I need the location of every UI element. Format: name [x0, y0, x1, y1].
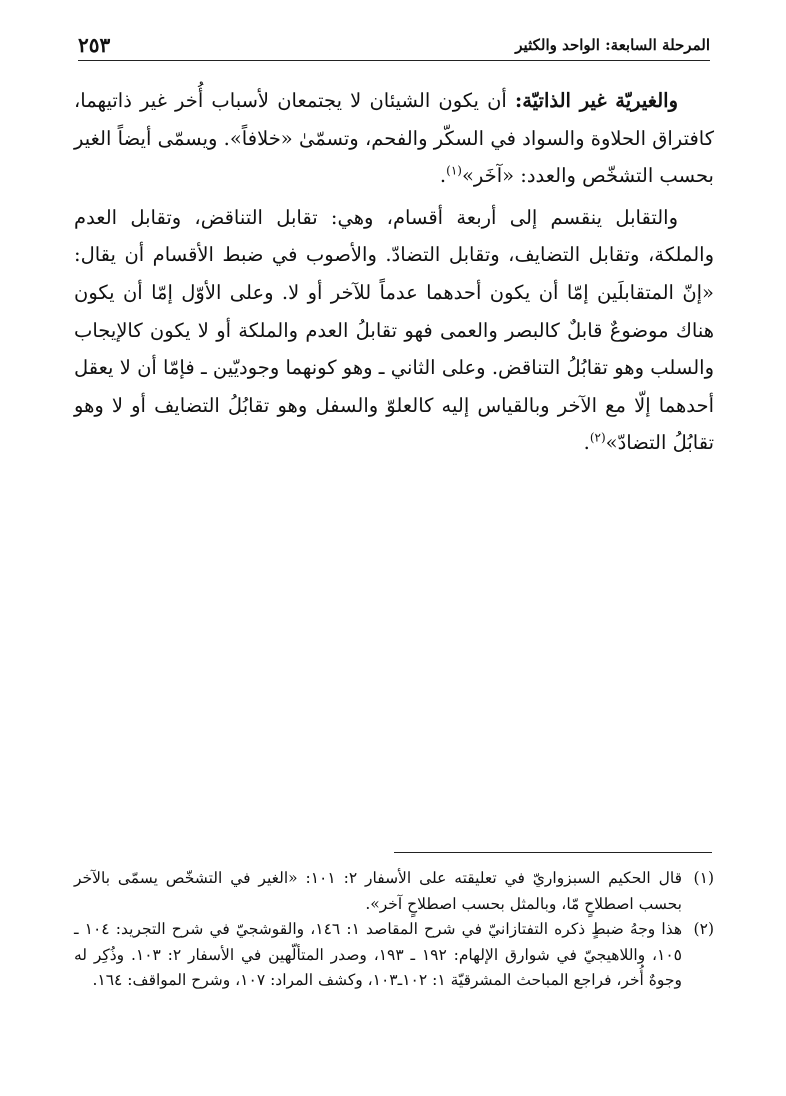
- paragraph-otherness: [74, 82, 714, 195]
- footnote-ref-1[interactable]: (١): [446, 163, 462, 178]
- paragraph-text: أن يكون الشيئان لا يجتمعان لأسباب أُخر غير ذاتيهما، كافتراق الحلاوة والسواد في السكّر والفحم، وتسمّىٰ «خلافاً». ويسمّى أيضاً الغير بحسب التشخّص والعدد: «آخَر»: [74, 89, 714, 188]
- footnote-1: [74, 866, 714, 917]
- footnote-divider: [394, 852, 712, 853]
- page-number: ٢٥٣: [78, 33, 111, 57]
- paragraph-opposition: [74, 199, 714, 462]
- footnote-text: قال الحكيم السبزواريّ في تعليقته على الأسفار ٢: ١٠١: «الغير في التشخّص يسمّى بالآخر بحسب اصطلاحٍ مّا، وبالمثل بحسب اصطلاحٍ آخر».: [74, 869, 682, 913]
- page-header: [78, 30, 710, 61]
- paragraph-end: .: [583, 431, 590, 455]
- main-text: [74, 82, 714, 462]
- footnotes: [74, 866, 714, 994]
- footnote-number: (٢): [693, 920, 714, 938]
- running-title: المرحلة السابعة: الواحد والكثير: [515, 36, 710, 54]
- footnote-text: هذا وجهُ ضبطٍ ذكره التفتازانيّ في شرح المقاصد ١: ١٤٦، والقوشجيّ في شرح التجريد: ١٠٤ ـ ١٠٥، واللاهيجيّ في شوارق الإلهام: ١٩٢ ـ ١٩٣، وصدر المتألّهين في الأسفار ٢: ١٠٣. وذُكِر له وجوهٌ أُخر، فراجع المباحث المشرقيّة ١: ١٠٢ـ١٠٣، وكشف المراد: ١٠٧، وشرح المواقف: ١٦٤.: [74, 920, 683, 989]
- paragraph-text: والتقابل ينقسم إلى أربعة أقسام، وهي: تقابل التناقض، وتقابل العدم والملكة، وتقابل التضايف، وتقابل التضادّ. والأصوب في ضبط الأقسام أن يقال: «إنّ المتقابلَين إمّا أن يكون أحدهما عدماً للآخر أو لا. وعلى الأوّل إمّا أن يكون هناك موضوعٌ قابلٌ كالبصر والعمى فهو تقابلُ العدم والملكة أو لا يكون كالإيجاب والسلب وهو تقابُلُ التناقض. وعلى الثاني ـ وهو كونهما وجوديّين ـ فإمّا أن لا يعقل أحدهما إلّا مع الآخر وبالقياس إليه كالعلوّ والسفل وهو تقابُلُ التضايف أو لا وهو تقابُلُ التضادّ»: [74, 205, 714, 455]
- paragraph-lead-term: والغيريّة غير الذاتيّة:: [515, 89, 678, 112]
- paragraph-end: .: [439, 164, 447, 188]
- footnote-number: (١): [693, 869, 714, 887]
- footnote-2: [74, 917, 714, 994]
- footnote-ref-2[interactable]: (٢): [589, 430, 606, 445]
